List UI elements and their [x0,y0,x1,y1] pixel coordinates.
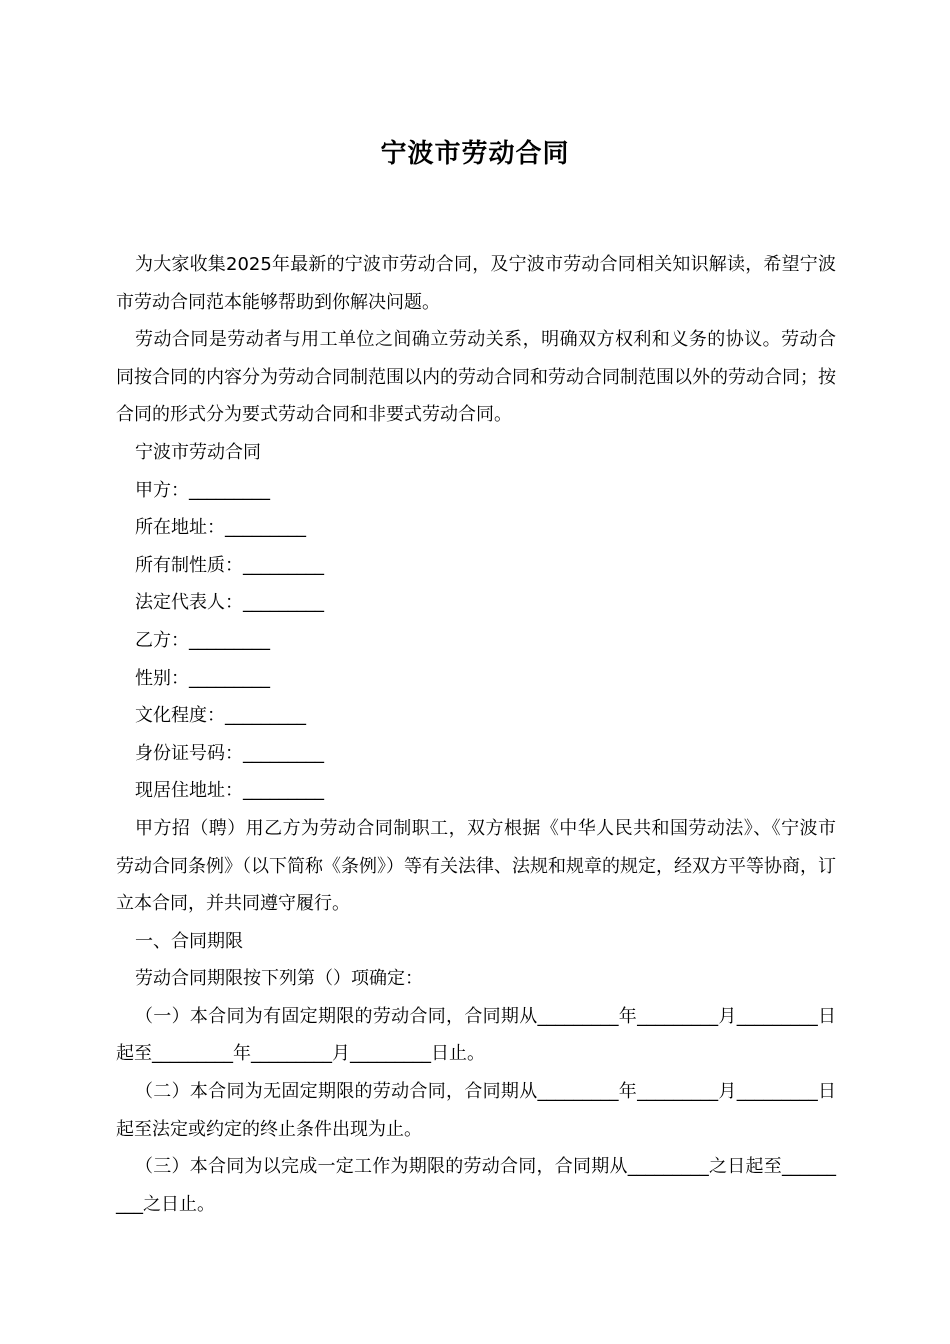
party-a-field: 甲方：_________ [135,479,270,501]
education-field: 文化程度：_________ [135,705,306,727]
gender-field: 性别：_________ [135,667,270,689]
document-body [116,246,836,1223]
document-title: 宁波市劳动合同 [380,139,570,169]
term-option-fixed: （一）本合同为有固定期限的劳动合同，合同期从_________年_________月_________日起至_________年_________月_________日止。 [116,1005,836,1065]
legal-representative-field: 法定代表人：_________ [135,592,324,614]
term-option-open-ended: （二）本合同为无固定期限的劳动合同，合同期从_________年_________月_________日起至法定或约定的终止条件出现为止。 [116,1081,836,1140]
ownership-field: 所有制性质：_________ [135,554,324,576]
party-b-field: 乙方：_________ [135,629,270,651]
agreement-paragraph: 甲方招（聘）用乙方为劳动合同制职工，双方根据《中华人民共和国劳动法》、《宁波市劳动合同条例》（以下简称《条例》）等有关法律、法规和规章的规定，经双方平等协商，订立本合同，并共同遵守履行。 [116,817,836,915]
intro-paragraph: 为大家收集2025年最新的宁波市劳动合同，及宁波市劳动合同相关知识解读，希望宁波市劳动合同范本能够帮助到你解决问题。 [116,254,836,313]
id-number-field: 身份证号码：_________ [135,742,324,764]
section-heading-contract-term: 一、合同期限 [135,930,243,952]
contract-heading: 宁波市劳动合同 [135,441,261,463]
term-option-task-based: （三）本合同为以完成一定工作为期限的劳动合同，合同期从_________之日起至_________之日止。 [116,1156,836,1215]
current-address-field: 现居住地址：_________ [135,780,324,802]
term-instruction: 劳动合同期限按下列第（）项确定： [135,968,423,990]
definition-paragraph: 劳动合同是劳动者与用工单位之间确立劳动关系，明确双方权利和义务的协议。劳动合同按合同的内容分为劳动合同制范围以内的劳动合同和劳动合同制范围以外的劳动合同；按合同的形式分为要式劳动合同和非要式劳动合同。 [116,329,836,426]
address-field: 所在地址：_________ [135,517,306,539]
